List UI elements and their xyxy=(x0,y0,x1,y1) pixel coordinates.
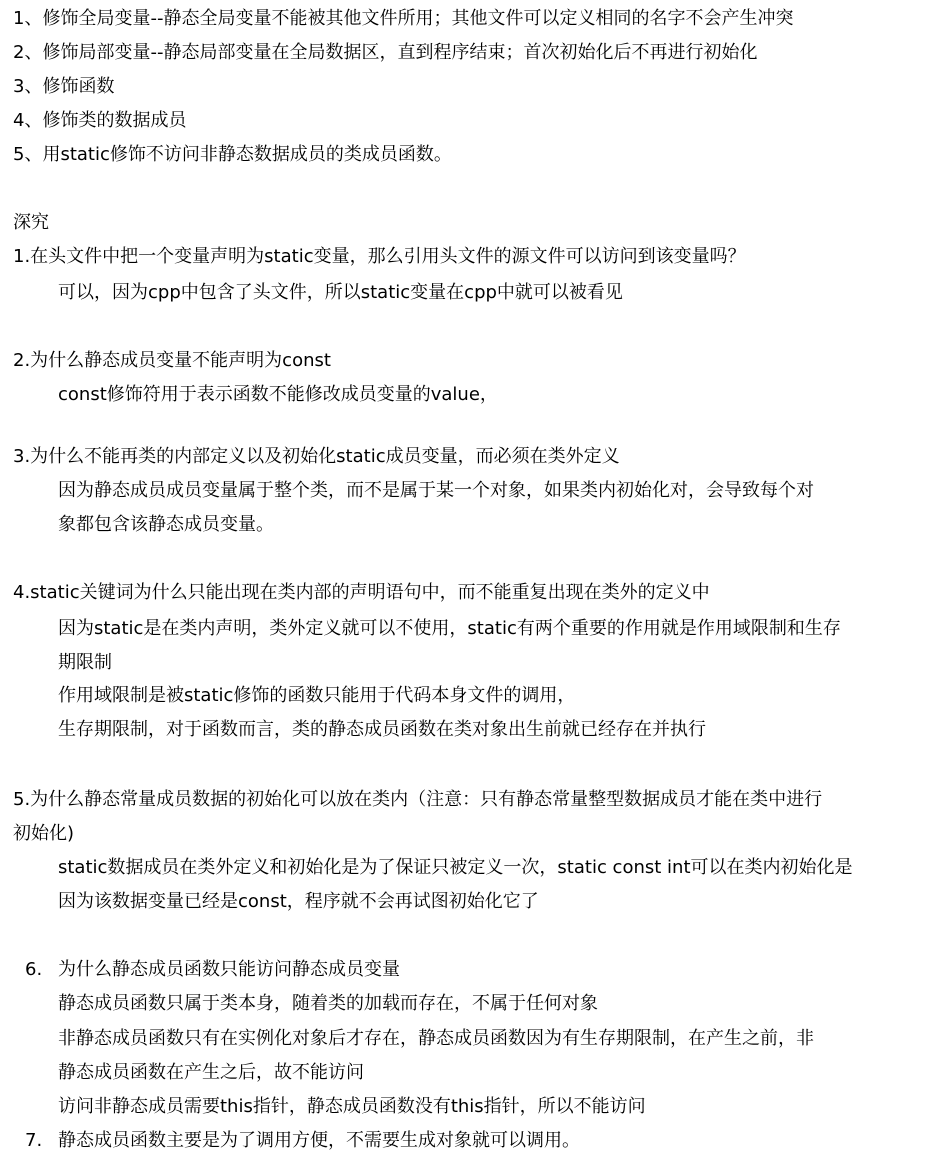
use-item-5: 5、用static修饰不访问非静态数据成员的类成员函数。 xyxy=(13,144,452,165)
q2-answer: const修饰符用于表示函数不能修改成员变量的value， xyxy=(58,384,498,405)
q2-question: 2.为什么静态成员变量不能声明为const xyxy=(13,350,331,371)
q1-question: 1.在头文件中把一个变量声明为static变量，那么引用头文件的源文件可以访问到该变量吗？ xyxy=(13,246,746,267)
q6-question: 为什么静态成员函数只能访问静态成员变量 xyxy=(58,959,400,980)
q4-answer-line1: 因为static是在类内声明，类外定义就可以不使用，static有两个重要的作用就是作用域限制和生存 xyxy=(58,618,841,639)
use-item-4: 4、修饰类的数据成员 xyxy=(13,110,187,131)
q3-answer-line1: 因为静态成员成员变量属于整个类，而不是属于某一个对象，如果类内初始化对，会导致每个对 xyxy=(58,480,814,501)
q4-answer-line3: 作用域限制是被static修饰的函数只能用于代码本身文件的调用， xyxy=(58,685,576,706)
q7-number: 7. xyxy=(25,1130,43,1151)
q6-answer-line4: 访问非静态成员需要this指针，静态成员函数没有this指针，所以不能访问 xyxy=(58,1096,646,1117)
q4-answer-line4: 生存期限制，对于函数而言，类的静态成员函数在类对象出生前就已经存在并执行 xyxy=(58,719,706,740)
q4-question: 4.static关键词为什么只能出现在类内部的声明语句中，而不能重复出现在类外的定义中 xyxy=(13,582,710,603)
q6-answer-line2: 非静态成员函数只有在实例化对象后才存在，静态成员函数因为有生存期限制，在产生之前，非 xyxy=(58,1028,814,1049)
q1-answer: 可以，因为cpp中包含了头文件，所以static变量在cpp中就可以被看见 xyxy=(58,282,623,303)
q5-question-line1: 5.为什么静态常量成员数据的初始化可以放在类内（注意：只有静态常量整型数据成员才能在类中进行 xyxy=(13,789,823,810)
q4-answer-line2: 期限制 xyxy=(58,652,112,673)
use-item-3: 3、修饰函数 xyxy=(13,76,115,97)
q3-answer-line2: 象都包含该静态成员变量。 xyxy=(58,514,274,535)
q6-answer-line1: 静态成员函数只属于类本身，随着类的加载而存在，不属于任何对象 xyxy=(58,993,598,1014)
q7-text: 静态成员函数主要是为了调用方便，不需要生成对象就可以调用。 xyxy=(58,1130,580,1151)
q6-number: 6. xyxy=(25,959,43,980)
use-item-1: 1、修饰全局变量--静态全局变量不能被其他文件所用；其他文件可以定义相同的名字不会产生冲突 xyxy=(13,8,794,29)
q3-question: 3.为什么不能再类的内部定义以及初始化static成员变量，而必须在类外定义 xyxy=(13,446,620,467)
q5-answer-line2: 因为该数据变量已经是const，程序就不会再试图初始化它了 xyxy=(58,891,539,912)
use-item-2: 2、修饰局部变量--静态局部变量在全局数据区，直到程序结束；首次初始化后不再进行初始化 xyxy=(13,42,758,63)
q5-question-line2: 初始化) xyxy=(13,823,75,844)
q6-answer-line3: 静态成员函数在产生之后，故不能访问 xyxy=(58,1062,364,1083)
q5-answer-line1: static数据成员在类外定义和初始化是为了保证只被定义一次，static const int可以在类内初始化是 xyxy=(58,857,853,878)
section-title: 深究 xyxy=(13,212,49,233)
